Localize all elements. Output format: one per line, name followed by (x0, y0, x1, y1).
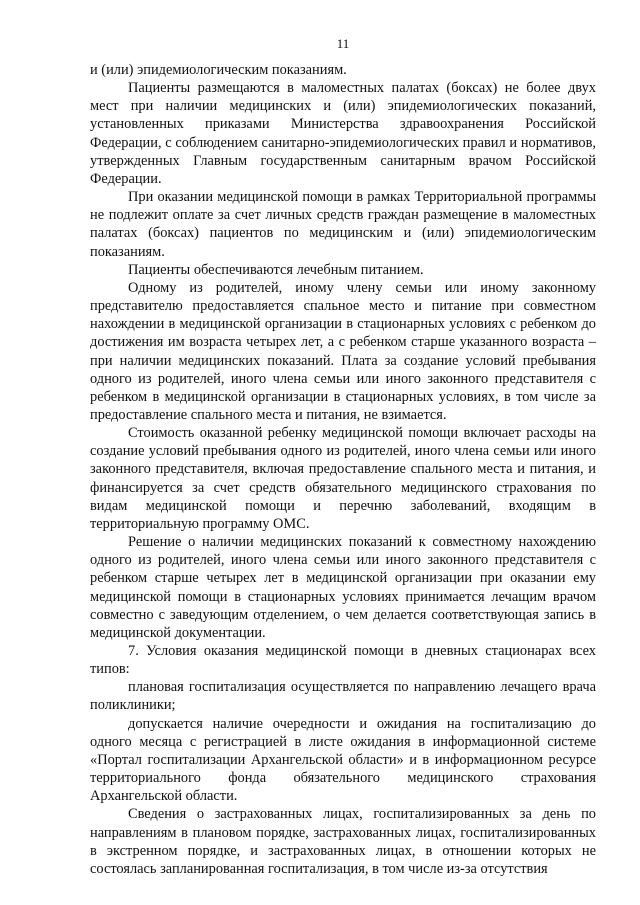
paragraph: и (или) эпидемиологическим показаниям. (90, 62, 347, 78)
paragraph: Стоимость оказанной ребенку медицинской помощи включает расходы на создание условий пребывания одного из родителей, иного члена семьи или иного законного представителя, включая предоставление спального места и питания, и финансируется за счет средств обязательного медицинского страхования по видам медицинской помощи и перечню заболеваний, входящим в территориальную программу ОМС. (90, 425, 596, 532)
paragraph: Пациенты размещаются в маломестных палатах (боксах) не более двух мест при наличии медицинских и (или) эпидемиологических показаний, установленных приказами Министерства здравоохранения Российской Федерации, с соблюдением санитарно-эпидемиологических правил и нормативов, утвержденных Главным государственным санитарным врачом Российской Федерации. (90, 80, 596, 187)
paragraph: Одному из родителей, иному члену семьи или иному законному представителю предоставляется спальное место и питание при совместном нахождении в медицинской организации в стационарных условиях с ребенком до достижения им возраста четырех лет, а с ребенком старше указанного возраста – при наличии медицинских показаний. Плата за создание условий пребывания одного из родителей, иного члена семьи или иного законного представителя с ребенком в медицинской организации в стационарных условиях, в том числе за предоставление спального места и питания, не взимается. (90, 279, 596, 423)
paragraph: Решение о наличии медицинских показаний к совместному нахождению одного из родителей, иного члена семьи или иного законного представителя с ребенком старше четырех лет в медицинской организации при оказании ему медицинской помощи в стационарных условиях принимается лечащим врачом совместно с заведующим отделением, о чем делается соответствующая запись в медицинской документации. (90, 534, 596, 641)
paragraph: допускается наличие очередности и ожидания на госпитализацию до одного месяца с регистрацией в листе ожидания в информационной системе «Портал госпитализации Архангельской области» и в информационном ресурсе территориального фонда обязательного медицинского страхования Архангельской области. (90, 715, 596, 805)
paragraph: Сведения о застрахованных лицах, госпитализированных за день по направлениям в плановом порядке, застрахованных лицах, госпитализированных в экстренном порядке, и застрахованных лицах, в отношении которых не состоялась запланированная госпитализация, в том числе из-за отсутствия (90, 806, 596, 877)
paragraph: Пациенты обеспечиваются лечебным питанием. (128, 261, 424, 278)
section-heading: 7. Условия оказания медицинской помощи в дневных стационарах всех типов: (90, 643, 596, 678)
paragraph: При оказании медицинской помощи в рамках Территориальной программы не подлежит оплате за счет личных средств граждан размещение в маломестных палатах (боксах) пациентов по медицинским и (или) эпидемиологическим показаниям. (90, 189, 596, 260)
page-number: 11 (336, 36, 350, 51)
document-body (90, 61, 596, 878)
document-page (90, 0, 596, 905)
paragraph: плановая госпитализация осуществляется по направлению лечащего врача поликлиники; (90, 679, 596, 714)
